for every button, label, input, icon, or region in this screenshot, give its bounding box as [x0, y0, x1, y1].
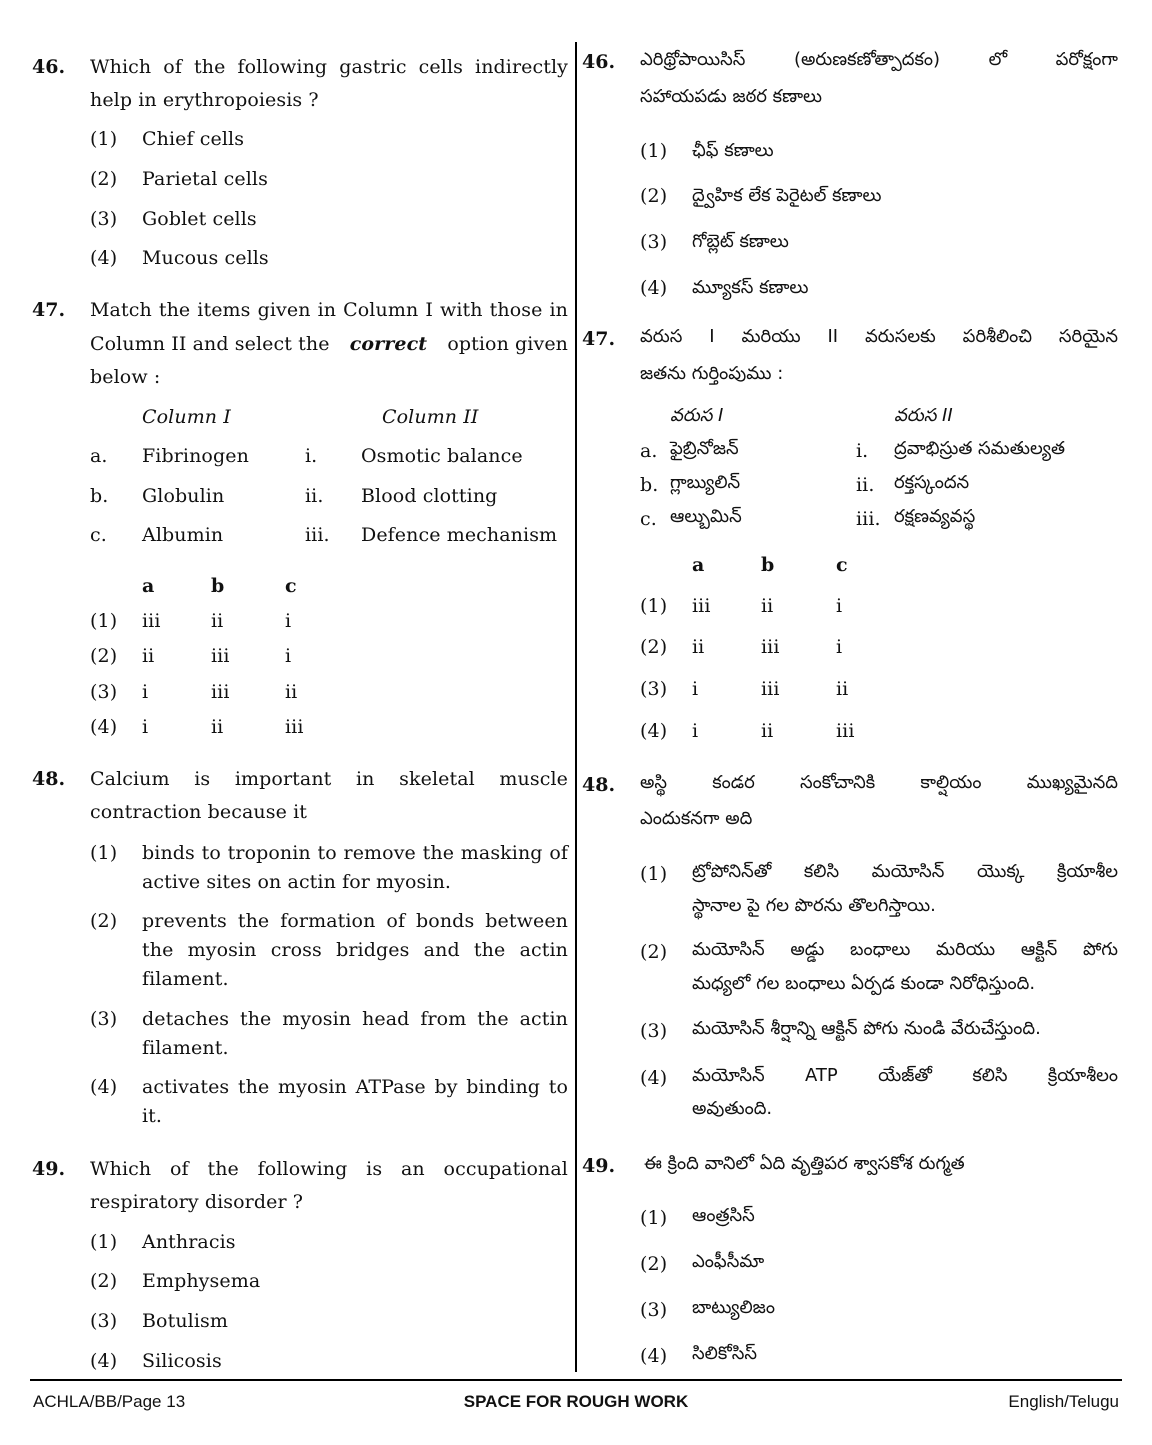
option-text: ట్రోపోనిన్‌తో కలిసి మయోసిన్ యొక్క క్రియాశీల [692, 861, 1118, 882]
option-number: (1) [640, 595, 668, 617]
option-text: గోబ్లెట్ కణాలు [692, 231, 789, 252]
row-key: a. [90, 445, 108, 467]
column-header: వరుస II [894, 405, 953, 426]
option-value: i [285, 645, 292, 667]
column-header: వరుస I [670, 405, 724, 426]
option-text: మధ్యలో గల బంధాలు ఏర్పడ కుండా నిరోధిస్తుంది. [692, 973, 1036, 994]
question-number: 46. [32, 56, 66, 78]
row-key: iii. [305, 524, 330, 546]
option-value: iii [836, 720, 855, 742]
row-item: Osmotic balance [361, 445, 523, 467]
option-number: (1) [90, 842, 118, 864]
option-number: (2) [90, 1270, 118, 1292]
question-text: Which of the following gastric cells indirectly [90, 56, 568, 78]
option-text: Mucous cells [142, 247, 269, 269]
option-value: i [285, 610, 292, 632]
option-number: (4) [640, 1345, 668, 1367]
option-text: it. [142, 1105, 163, 1127]
row-item: రక్షణవ్యవస్థ [894, 506, 976, 527]
question-number: 49. [582, 1155, 616, 1177]
question-text: contraction because it [90, 801, 307, 823]
question-number: 47. [32, 299, 66, 321]
question-number: 49. [32, 1158, 66, 1180]
row-key: b. [90, 485, 109, 507]
row-item: ఆల్బుమిన్ [670, 506, 742, 527]
row-item: ద్రవాభిస్రుత సమతుల్యత [894, 438, 1065, 459]
option-text: ఆంత్రసిస్ [692, 1205, 755, 1226]
answer-header: a [142, 575, 155, 597]
question-text: ఎందుకనగా అది [640, 808, 753, 829]
question-text: Match the items given in Column I with those in [90, 299, 568, 321]
option-text: prevents the formation of bonds between [142, 910, 568, 932]
option-text: filament. [142, 968, 229, 990]
question-text: వరుస I మరియు II వరుసలకు పరిశీలించి సరియైన [640, 326, 1118, 347]
option-number: (3) [640, 1299, 668, 1321]
option-text: ఛీఫ్ కణాలు [692, 140, 774, 161]
option-text: active sites on actin for myosin. [142, 871, 452, 893]
option-number: (4) [640, 277, 668, 299]
question-text: Calcium is important in skeletal muscle [90, 768, 568, 790]
option-text: detaches the myosin head from the actin [142, 1008, 568, 1030]
option-number: (4) [90, 247, 118, 269]
option-text: Goblet cells [142, 208, 257, 230]
option-value: ii [692, 636, 705, 658]
row-item: Blood clotting [361, 485, 498, 507]
option-value: ii [761, 595, 774, 617]
option-number: (1) [90, 128, 118, 150]
answer-header: c [285, 575, 297, 597]
option-value: ii [211, 610, 224, 632]
row-item: Fibrinogen [142, 445, 249, 467]
question-number: 48. [582, 774, 616, 796]
option-text: బాట్యులిజం [692, 1297, 775, 1318]
option-number: (3) [640, 231, 668, 253]
column-divider [575, 42, 577, 1372]
text-fragment: Column II and select the [90, 333, 330, 355]
option-number: (3) [90, 1310, 118, 1332]
question-text: Which of the following is an occupational [90, 1158, 568, 1180]
question-number: 48. [32, 768, 66, 790]
option-number: (3) [90, 208, 118, 230]
row-key: i. [305, 445, 318, 467]
option-text: మ్యూకస్ కణాలు [692, 277, 809, 298]
row-item: Albumin [142, 524, 224, 546]
answer-header: b [211, 575, 225, 597]
option-text: Anthracis [142, 1231, 236, 1253]
row-key: i. [856, 440, 869, 462]
row-key: ii. [305, 485, 324, 507]
option-value: iii [761, 636, 780, 658]
option-value: iii [211, 681, 230, 703]
option-number: (2) [640, 941, 668, 963]
option-number: (1) [90, 610, 118, 632]
option-number: (4) [90, 1076, 118, 1098]
option-value: i [142, 681, 149, 703]
language-label: English/Telugu [1008, 1392, 1119, 1411]
option-number: (4) [640, 1067, 668, 1089]
option-number: (2) [90, 645, 118, 667]
option-text: Silicosis [142, 1350, 222, 1372]
option-text: the myosin cross bridges and the actin [142, 939, 568, 961]
option-value: i [142, 716, 149, 738]
option-number: (2) [90, 910, 118, 932]
column-header: Column II [382, 406, 479, 428]
option-value: i [836, 595, 843, 617]
option-number: (2) [640, 1253, 668, 1275]
option-number: (2) [640, 185, 668, 207]
row-key: a. [640, 440, 658, 462]
page-code: ACHLA/BB/Page 13 [33, 1392, 186, 1411]
option-value: iii [692, 595, 711, 617]
option-text: మయోసిన్ ATP యేజ్‌తో కలిసి క్రియాశీలం [692, 1065, 1118, 1086]
option-text: ఎంఫీసీమా [692, 1251, 765, 1272]
rough-work-label: SPACE FOR ROUGH WORK [463, 1392, 689, 1411]
option-number: (4) [640, 720, 668, 742]
emphasis-text: correct [349, 333, 428, 355]
question-text: జతను గుర్తింపుము : [640, 363, 784, 384]
answer-header: a [692, 554, 705, 576]
option-text: activates the myosin ATPase by binding to [142, 1076, 568, 1098]
question-text: ఎరిథ్రోపాయిసిస్ (అరుణకణోత్పాదకం) లో పరోక్షంగా [640, 49, 1118, 70]
option-value: iii [211, 645, 230, 667]
answer-header: b [761, 554, 775, 576]
question-text-line [90, 333, 568, 355]
option-value: iii [142, 610, 161, 632]
question-number: 46. [582, 51, 616, 73]
option-value: i [692, 678, 699, 700]
option-text: మయోసిన్ శీర్షాన్ని ఆక్టిన్ పోగు నుండి వేరుచేస్తుంది. [692, 1018, 1041, 1039]
option-value: i [692, 720, 699, 742]
option-number: (3) [90, 681, 118, 703]
option-value: ii [211, 716, 224, 738]
question-text: help in erythropoiesis ? [90, 89, 319, 111]
answer-header: c [836, 554, 848, 576]
column-header: Column I [142, 406, 231, 428]
question-text: సహాయపడు జఠర కణాలు [640, 86, 823, 107]
row-key: ii. [856, 474, 875, 496]
option-number: (3) [640, 1020, 668, 1042]
option-value: iii [285, 716, 304, 738]
row-key: b. [640, 474, 659, 496]
footer-rule [30, 1379, 1122, 1381]
option-number: (4) [90, 1350, 118, 1372]
option-text: సిలికోసిస్ [692, 1343, 757, 1364]
option-value: iii [761, 678, 780, 700]
row-item: Globulin [142, 485, 225, 507]
option-value: ii [836, 678, 849, 700]
option-text: Emphysema [142, 1270, 261, 1292]
row-key: c. [90, 524, 107, 546]
row-item: గ్లాబ్యులిన్ [670, 472, 741, 493]
row-key: c. [640, 508, 657, 530]
option-number: (2) [90, 168, 118, 190]
option-number: (1) [90, 1231, 118, 1253]
question-number: 47. [582, 328, 616, 350]
option-number: (4) [90, 716, 118, 738]
option-number: (1) [640, 1207, 668, 1229]
text-fragment: option given [447, 333, 568, 355]
option-value: ii [142, 645, 155, 667]
question-text: respiratory disorder ? [90, 1191, 304, 1213]
option-value: ii [285, 681, 298, 703]
option-text: మయోసిన్ అడ్డు బంధాలు మరియు ఆక్టిన్ పోగు [692, 939, 1118, 960]
row-item: ఫైబ్రినోజన్ [670, 438, 739, 459]
option-text: filament. [142, 1037, 229, 1059]
question-text: అస్థి కండర సంకోచానికి కాల్షియం ముఖ్యమైనది [640, 772, 1118, 793]
option-number: (1) [640, 863, 668, 885]
row-item: రక్తస్కందన [894, 472, 970, 493]
option-text: binds to troponin to remove the masking of [142, 842, 568, 864]
option-number: (3) [640, 678, 668, 700]
row-item: Defence mechanism [361, 524, 558, 546]
option-value: i [836, 636, 843, 658]
row-key: iii. [856, 508, 881, 530]
option-text: Chief cells [142, 128, 245, 150]
question-text: ఈ క్రింది వానిలో ఏది వృత్తిపర శ్వాసకోశ రుగ్మత [644, 1153, 965, 1174]
option-text: అవుతుంది. [692, 1098, 773, 1119]
option-number: (2) [640, 636, 668, 658]
option-text: Parietal cells [142, 168, 268, 190]
option-value: ii [761, 720, 774, 742]
option-number: (3) [90, 1008, 118, 1030]
option-text: స్థానాల పై గల పొరను తొలగిస్తాయి. [692, 895, 936, 916]
question-text: below : [90, 366, 161, 388]
option-number: (1) [640, 140, 668, 162]
option-text: Botulism [142, 1310, 228, 1332]
option-text: ద్వైహిక లేక పెరైటల్ కణాలు [692, 185, 882, 206]
